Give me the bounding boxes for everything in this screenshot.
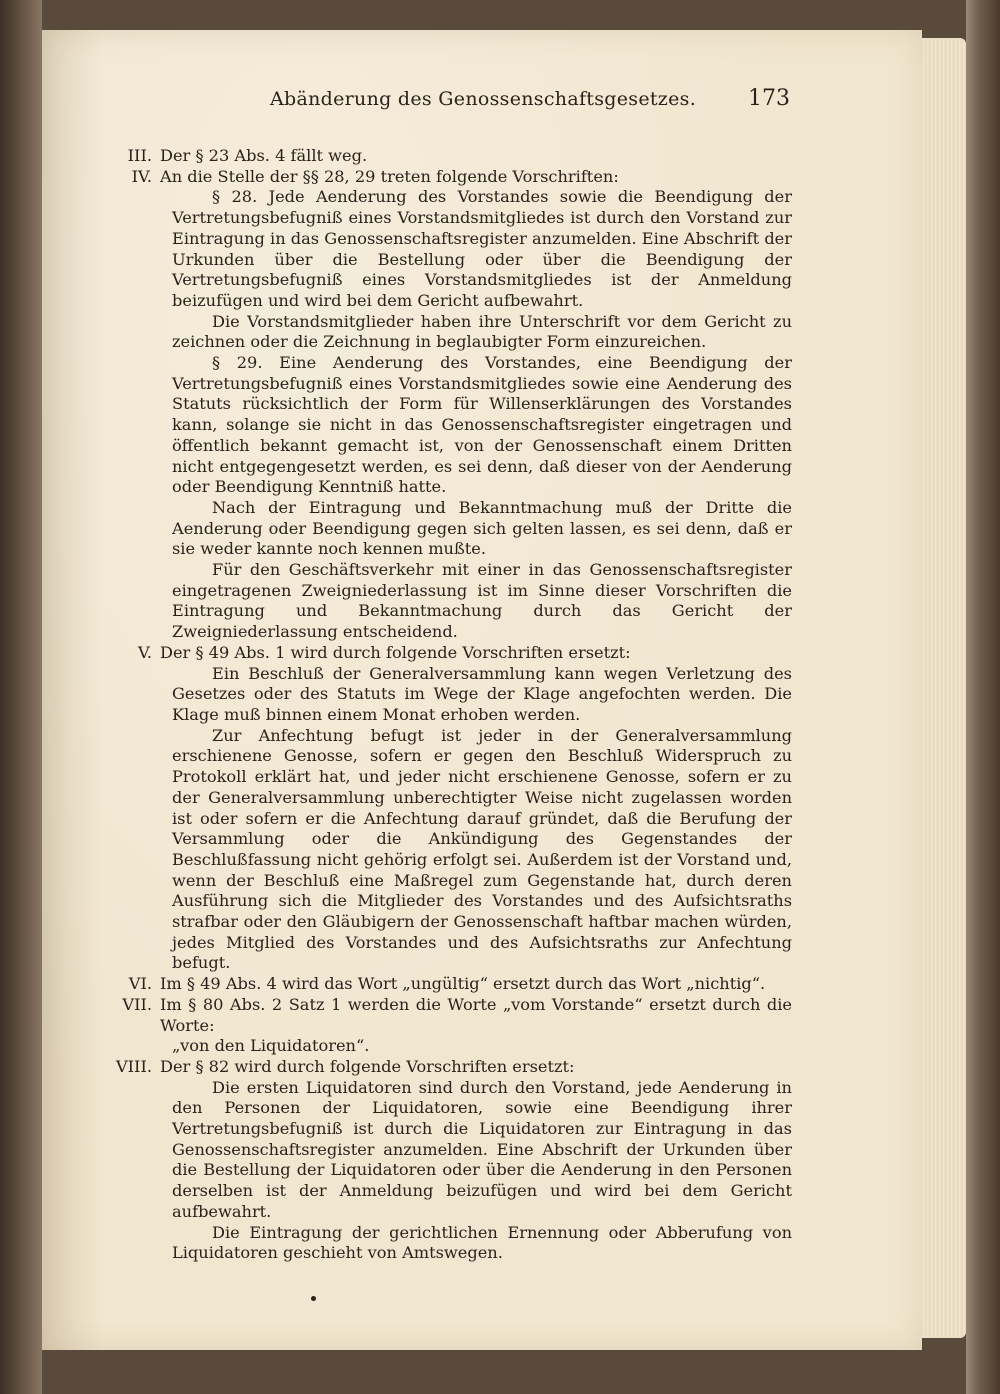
section-heading: Der § 23 Abs. 4 fällt weg. xyxy=(160,146,368,165)
book-cover-right-edge xyxy=(966,0,1000,1394)
paragraph: Für den Geschäftsverkehr mit einer in das Genossenschaftsregister eingetragenen Zweigniederlassung ist im Sinne dieser Vorschriften die Eintragung und Bekanntmachung durch das Gericht der Zweigniederlassung entscheidend. xyxy=(172,560,792,642)
paragraph: § 28. Jede Aenderung des Vorstandes sowie die Beendigung der Vertretungsbefugniß eines Vorstandsmitgliedes ist durch den Vorstand zur Eintragung in das Genossenschaftsregister anzumelden. Eine Abschrift der Urkunden über die Bestellung oder über die Beendigung der Vertretungsbefugniß eines Vorstandsmitgliedes ist der Anmeldung beizufügen und wird bei dem Gericht aufbewahrt. xyxy=(172,187,792,310)
section-iii xyxy=(100,146,792,167)
paragraph: Zur Anfechtung befugt ist jeder in der Generalversammlung erschienene Genosse, sofern er gegen den Beschluß Widerspruch zu Protokoll erklärt hat, und jeder nicht erschienene Genosse, sofern er zu der Generalversammlung unberechtigter Weise nicht zugelassen worden ist oder sofern er die Anfechtung darauf gründet, daß die Berufung der Versammlung oder die Ankündigung des Gegenstandes der Beschlußfassung nicht gehörig erfolgt sei. Außerdem ist der Vorstand und, wenn der Beschluß eine Maßregel zum Gegenstande hat, durch deren Ausführung sich die Mitglieder des Vorstandes und des Aufsichtsraths strafbar oder den Gläubigern der Genossenschaft haftbar machen würden, jedes Mitglied des Vorstandes und des Aufsichtsraths zur Anfechtung befugt. xyxy=(172,725,792,973)
section-number: V. xyxy=(137,642,152,662)
section-vii xyxy=(100,995,792,1057)
section-vi xyxy=(100,974,792,995)
paragraph: Nach der Eintragung und Bekanntmachung muß der Dritte die Aenderung oder Beendigung gegen sich gelten lassen, es sei denn, daß er sie weder kannte noch kennen mußte. xyxy=(172,497,792,559)
section-number: VI. xyxy=(128,974,152,994)
section-heading: An die Stelle der §§ 28, 29 treten folgende Vorschriften: xyxy=(160,166,619,186)
section-number: VII. xyxy=(122,994,152,1014)
section-heading: Der § 49 Abs. 1 wird durch folgende Vorschriften ersetzt: xyxy=(160,642,631,662)
page-body xyxy=(100,146,792,1264)
section-number: IV. xyxy=(131,166,152,186)
section-heading: Im § 49 Abs. 4 wird das Wort „ungültig“ ersetzt durch das Wort „nichtig“. xyxy=(160,974,766,994)
book-cover-left-edge xyxy=(0,0,42,1394)
paragraph: Die Eintragung der gerichtlichen Ernennung oder Abberufung von Liquidatoren geschieht von Amtswegen. xyxy=(172,1222,792,1263)
section-viii xyxy=(100,1057,792,1264)
paragraph: Ein Beschluß der Generalversammlung kann wegen Verletzung des Gesetzes oder des Statuts im Wege der Klage angefochten werden. Die Klage muß binnen einem Monat erhoben werden. xyxy=(172,663,792,724)
page-number: 173 xyxy=(748,86,790,111)
section-heading: Im § 80 Abs. 2 Satz 1 werden die Worte „vom Vorstande“ ersetzt durch die Worte: xyxy=(160,994,792,1035)
section-number: III. xyxy=(127,146,152,165)
paragraph: Die ersten Liquidatoren sind durch den Vorstand, jede Aenderung in den Personen der Liquidatoren, sowie eine Beendigung ihrer Vertretungsbefugniß ist durch die Liquidatoren zur Eintragung in das Genossenschaftsregister anzumelden. Eine Abschrift der Urkunden über die Bestellung der Liquidatoren oder über die Aenderung in den Personen derselben ist der Anmeldung beizufügen und wird bei dem Gericht aufbewahrt. xyxy=(172,1077,792,1221)
section-heading: Der § 82 wird durch folgende Vorschriften ersetzt: xyxy=(160,1056,575,1076)
ink-dot xyxy=(311,1296,316,1301)
page-header xyxy=(270,86,790,111)
paragraph: Die Vorstandsmitglieder haben ihre Unterschrift vor dem Gericht zu zeichnen oder die Zeichnung in beglaubigter Form einzureichen. xyxy=(172,311,792,352)
running-title: Abänderung des Genossenschaftsgesetzes. xyxy=(270,88,697,110)
paragraph: § 29. Eine Aenderung des Vorstandes, eine Beendigung der Vertretungsbefugniß eines Vorstandsmitgliedes sowie eine Aenderung des Statuts rücksichtlich der Form für Willenserklärungen des Vorstandes kann, solange sie nicht in das Genossenschaftsregister eingetragen und öffentlich bekannt gemacht ist, von der Genossenschaft einem Dritten nicht entgegengesetzt werden, es sei denn, daß dieser von der Aenderung oder Beendigung Kenntniß hatte. xyxy=(172,353,792,497)
section-iv xyxy=(100,167,792,643)
section-v xyxy=(100,643,792,974)
quoted-replacement: „von den Liquidatoren“. xyxy=(172,1036,370,1056)
section-number: VIII. xyxy=(115,1056,152,1076)
